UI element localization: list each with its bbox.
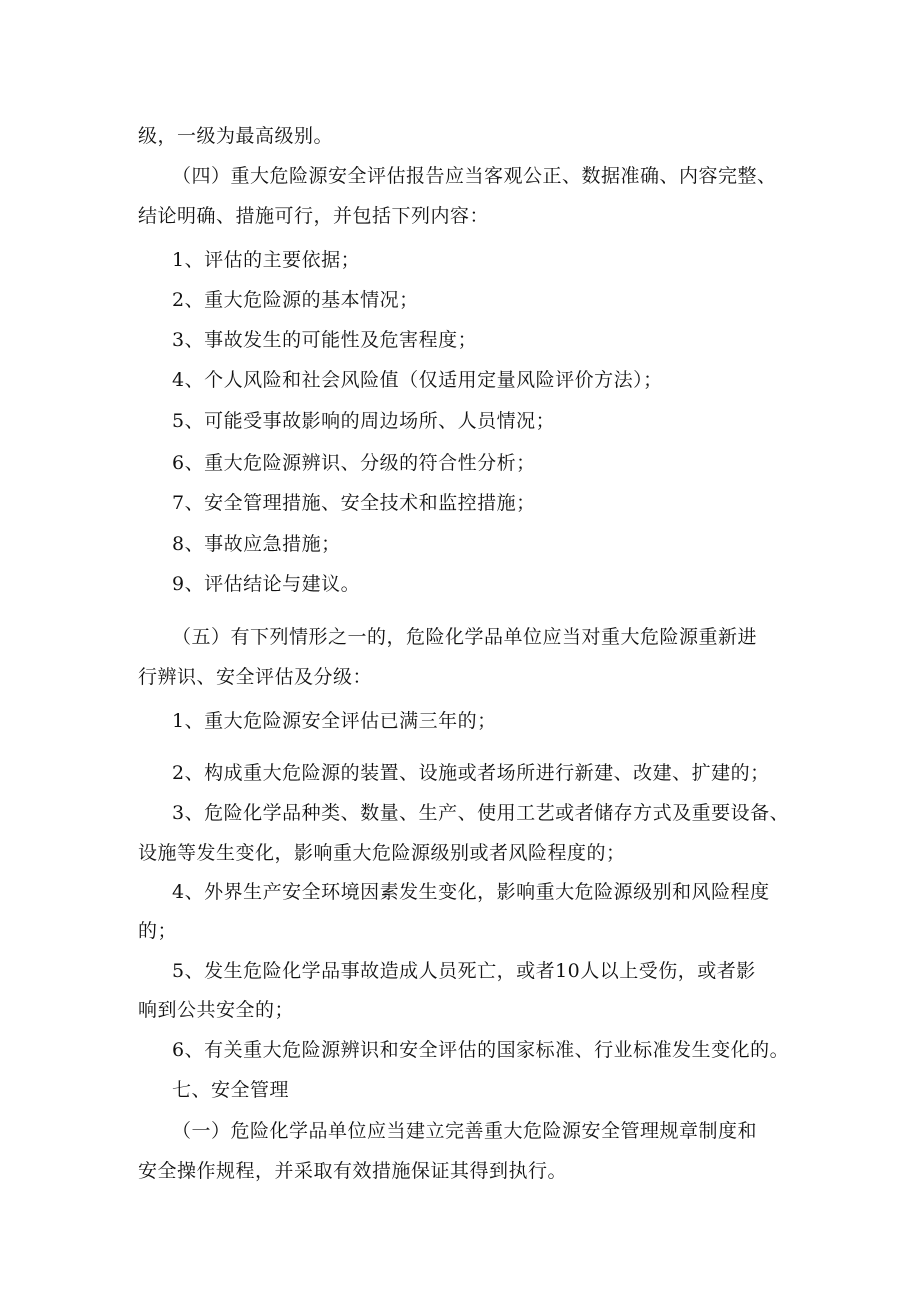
section-4-intro-line-2: 结论明确、措施可行，并包括下列内容：	[138, 205, 490, 227]
section-4-item-5: 5、可能受事故影响的周边场所、人员情况；	[172, 410, 556, 432]
section-7-para-1-line-2: 安全操作规程，并采取有效措施保证其得到执行。	[138, 1160, 568, 1182]
section-5-item-3-line-1: 3、危险化学品种类、数量、生产、使用工艺或者储存方式及重要设备、	[172, 802, 790, 824]
section-5-item-1: 1、重大危险源安全评估已满三年的；	[172, 710, 497, 732]
section-5-intro-line-2: 行辨识、安全评估及分级：	[138, 666, 373, 688]
section-4-item-3: 3、事故发生的可能性及危害程度；	[172, 329, 478, 351]
section-5-item-5-line-2: 响到公共安全的；	[138, 999, 295, 1021]
section-5-intro-line-1: （五）有下列情形之一的，危险化学品单位应当对重大危险源重新进	[172, 626, 758, 648]
section-5-item-4-line-1: 4、外界生产安全环境因素发生变化，影响重大危险源级别和风险程度	[172, 881, 770, 903]
section-5-item-3-line-2: 设施等发生变化，影响重大危险源级别或者风险程度的；	[138, 842, 626, 864]
section-4-item-6: 6、重大危险源辨识、分级的符合性分析；	[172, 452, 536, 474]
intro-continuation: 级，一级为最高级别。	[138, 125, 334, 147]
section-5-item-4-line-2: 的；	[138, 920, 178, 942]
section-4-intro-line-1: （四）重大危险源安全评估报告应当客观公正、数据准确、内容完整、	[172, 165, 777, 187]
section-4-item-8: 8、事故应急措施；	[172, 533, 341, 555]
section-5-item-6: 6、有关重大危险源辨识和安全评估的国家标准、行业标准发生变化的。	[172, 1039, 790, 1061]
section-7-para-1-line-1: （一）危险化学品单位应当建立完善重大危险源安全管理规章制度和	[172, 1120, 758, 1142]
section-5-item-5-line-1: 5、发生危险化学品事故造成人员死亡，或者10人以上受伤，或者影	[172, 960, 756, 982]
section-4-item-9: 9、评估结论与建议。	[172, 573, 361, 595]
section-4-item-7: 7、安全管理措施、安全技术和监控措施；	[172, 492, 536, 514]
section-4-item-2: 2、重大危险源的基本情况；	[172, 289, 419, 311]
section-4-item-4: 4、个人风险和社会风险值（仅适用定量风险评价方法）；	[172, 369, 663, 391]
section-4-item-1: 1、评估的主要依据；	[172, 249, 361, 271]
section-7-heading: 七、安全管理	[172, 1079, 290, 1101]
section-5-item-2: 2、构成重大危险源的装置、设施或者场所进行新建、改建、扩建的；	[172, 762, 770, 784]
